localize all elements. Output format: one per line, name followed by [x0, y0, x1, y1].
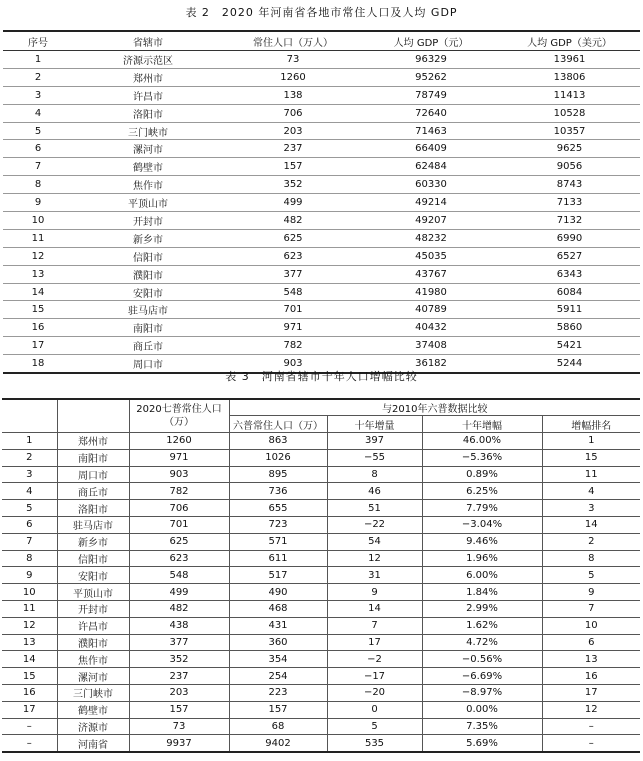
population-2020-cell: 482 [129, 600, 229, 617]
index-cell: – [2, 718, 57, 735]
growth-rank-cell: 5 [542, 567, 640, 584]
table-row [3, 176, 640, 194]
index-cell: 9 [3, 194, 73, 212]
column-header-growth-rate: 十年增幅 [422, 416, 542, 433]
population-2020-cell: 73 [129, 718, 229, 735]
growth-rank-cell: 7 [542, 600, 640, 617]
index-cell: 15 [3, 301, 73, 319]
table-row [3, 265, 640, 283]
table-row [2, 466, 640, 483]
gdp-yuan-cell: 66409 [363, 140, 499, 158]
population-2020-cell: 706 [129, 500, 229, 517]
population-cell: 377 [223, 265, 363, 283]
growth-rank-cell: 11 [542, 466, 640, 483]
population-2020-cell: 9937 [129, 735, 229, 752]
gdp-usd-cell: 5244 [556, 358, 583, 370]
table-row [2, 718, 640, 735]
table-row [2, 567, 640, 584]
population-2010-cell: 157 [229, 701, 327, 718]
table-row [2, 433, 640, 450]
column-header-gdp-yuan: 人均 GDP（元） [363, 31, 499, 51]
index-cell: 2 [2, 449, 57, 466]
increase-cell: −17 [327, 668, 422, 685]
index-cell: 10 [2, 584, 57, 601]
city-cell: 信阳市 [57, 550, 129, 567]
city-cell: 开封市 [73, 212, 223, 230]
column-header-city [57, 399, 129, 433]
index-cell: 14 [3, 283, 73, 301]
increase-cell: 12 [327, 550, 422, 567]
index-cell: 3 [2, 466, 57, 483]
growth-rank-cell: – [542, 735, 640, 752]
gdp-yuan-cell: 43767 [363, 265, 499, 283]
growth-rate-cell: −3.04% [422, 516, 542, 533]
gdp-usd-cell: 13806 [499, 68, 640, 86]
city-cell: 三门峡市 [73, 122, 223, 140]
gdp-usd-cell: 6527 [499, 247, 640, 265]
city-cell: 平顶山市 [57, 584, 129, 601]
city-cell: 驻马店市 [57, 516, 129, 533]
population-2010-cell: 736 [229, 483, 327, 500]
growth-rate-cell: 1.96% [422, 550, 542, 567]
population-cell: 482 [223, 212, 363, 230]
table-row [2, 684, 640, 701]
growth-rate-cell: 0.89% [422, 466, 542, 483]
index-cell: 6 [2, 516, 57, 533]
index-cell: 3 [3, 86, 73, 104]
population-2020-cell: 625 [129, 533, 229, 550]
table-row [3, 158, 640, 176]
growth-rate-cell: 1.62% [422, 617, 542, 634]
growth-rate-cell: 9.46% [422, 533, 542, 550]
population-2020-cell: 782 [129, 483, 229, 500]
gdp-usd-cell: 6343 [499, 265, 640, 283]
gdp-usd-cell: 5911 [499, 301, 640, 319]
population-2010-cell: 517 [229, 567, 327, 584]
table-2-caption: 表 2 2020 年河南省各地市常住人口及人均 GDP [185, 6, 458, 19]
population-cell: 971 [223, 319, 363, 337]
population-cell: 138 [223, 86, 363, 104]
growth-rank-cell: 6 [542, 634, 640, 651]
city-cell: 济源市 [57, 718, 129, 735]
index-cell: 17 [2, 701, 57, 718]
growth-rate-cell: 7.35% [422, 718, 542, 735]
table-3-body [2, 433, 640, 753]
city-cell: 河南省 [57, 735, 129, 752]
growth-rate-cell: −8.97% [422, 684, 542, 701]
gdp-yuan-cell: 41980 [363, 283, 499, 301]
table-row [2, 617, 640, 634]
city-cell: 商丘市 [57, 483, 129, 500]
population-2020-cell: 1260 [129, 433, 229, 450]
population-2020-cell: 623 [129, 550, 229, 567]
gdp-yuan-cell: 62484 [363, 158, 499, 176]
index-cell: 7 [3, 158, 73, 176]
gdp-yuan-cell: 72640 [363, 104, 499, 122]
increase-cell: 17 [327, 634, 422, 651]
city-cell: 平顶山市 [73, 194, 223, 212]
growth-rate-cell: 4.72% [422, 634, 542, 651]
table-row [2, 634, 640, 651]
population-2010-cell: 254 [229, 668, 327, 685]
gdp-yuan-cell: 45035 [363, 247, 499, 265]
growth-rate-cell: 1.84% [422, 584, 542, 601]
growth-rate-cell: 2.99% [422, 600, 542, 617]
increase-cell: 31 [327, 567, 422, 584]
table-row [3, 104, 640, 122]
growth-rank-cell: 17 [542, 684, 640, 701]
gdp-usd-cell: 13961 [499, 51, 640, 69]
growth-rank-cell: 15 [542, 449, 640, 466]
population-2010-cell: 571 [229, 533, 327, 550]
increase-cell: 14 [327, 600, 422, 617]
population-2020-cell: 203 [129, 684, 229, 701]
gdp-usd-cell: 5421 [499, 337, 640, 355]
column-header-city: 省辖市 [73, 31, 223, 51]
city-cell: 郑州市 [57, 433, 129, 450]
population-2010-cell: 611 [229, 550, 327, 567]
index-cell: 11 [3, 229, 73, 247]
table-row [3, 247, 640, 265]
city-cell: 许昌市 [73, 86, 223, 104]
growth-rate-cell: 5.69% [422, 735, 542, 752]
gdp-yuan-cell: 40432 [363, 319, 499, 337]
city-cell: 许昌市 [57, 617, 129, 634]
population-2020-cell: 352 [129, 651, 229, 668]
increase-cell: 9 [327, 584, 422, 601]
column-header-index: 序号 [3, 31, 73, 51]
city-cell: 新乡市 [73, 229, 223, 247]
city-cell: 新乡市 [57, 533, 129, 550]
column-header-increase: 十年增量 [327, 416, 422, 433]
city-cell: 周口市 [57, 466, 129, 483]
table-row [2, 735, 640, 752]
growth-rank-cell: 10 [542, 617, 640, 634]
population-2010-cell: 9402 [229, 735, 327, 752]
growth-rank-cell: 9 [542, 584, 640, 601]
index-cell: 8 [3, 176, 73, 194]
table-row [2, 668, 640, 685]
city-cell: 鹤壁市 [57, 701, 129, 718]
growth-rank-cell: – [542, 718, 640, 735]
population-2020-cell: 499 [129, 584, 229, 601]
growth-rank-cell: 4 [542, 483, 640, 500]
table-row [2, 550, 640, 567]
column-header-population: 常住人口（万人） [223, 31, 363, 51]
gdp-usd-cell: 8743 [499, 176, 640, 194]
index-cell: 6 [3, 140, 73, 158]
population-2010-cell: 223 [229, 684, 327, 701]
table-row [3, 122, 640, 140]
growth-rate-cell: 7.79% [422, 500, 542, 517]
population-2010-cell: 431 [229, 617, 327, 634]
index-cell: 7 [2, 533, 57, 550]
table-3 [2, 398, 640, 753]
index-cell: 15 [2, 668, 57, 685]
city-cell: 开封市 [57, 600, 129, 617]
population-2020-cell: 237 [129, 668, 229, 685]
increase-cell: −20 [327, 684, 422, 701]
city-cell: 漯河市 [57, 668, 129, 685]
column-group-header-2010: 与2010年六普数据比较 [229, 399, 640, 416]
population-cell: 782 [223, 337, 363, 355]
population-2010-cell: 863 [229, 433, 327, 450]
city-cell: 三门峡市 [57, 684, 129, 701]
table-3-caption: 表 3 河南省辖市十年人口增幅比较 [225, 370, 418, 383]
index-cell: 5 [3, 122, 73, 140]
city-cell: 周口市 [133, 360, 163, 372]
city-cell: 洛阳市 [57, 500, 129, 517]
increase-cell: 7 [327, 617, 422, 634]
index-cell: 12 [2, 617, 57, 634]
table-row [2, 584, 640, 601]
growth-rank-cell: 3 [542, 500, 640, 517]
population-cell: 157 [223, 158, 363, 176]
increase-cell: 46 [327, 483, 422, 500]
table-row [2, 449, 640, 466]
table-row [3, 319, 640, 337]
index-cell: 1 [3, 51, 73, 69]
index-cell: 11 [2, 600, 57, 617]
table-row [3, 194, 640, 212]
growth-rank-cell: 14 [542, 516, 640, 533]
increase-cell: 54 [327, 533, 422, 550]
city-cell: 南阳市 [73, 319, 223, 337]
gdp-usd-cell: 6990 [499, 229, 640, 247]
gdp-yuan-cell: 37408 [363, 337, 499, 355]
population-2020-cell: 903 [129, 466, 229, 483]
city-cell: 漯河市 [73, 140, 223, 158]
table-row [2, 516, 640, 533]
population-2020-cell: 701 [129, 516, 229, 533]
table-row [3, 301, 640, 319]
gdp-yuan-cell: 49214 [363, 194, 499, 212]
population-2020-cell: 438 [129, 617, 229, 634]
gdp-yuan-cell: 48232 [363, 229, 499, 247]
population-2010-cell: 895 [229, 466, 327, 483]
table-row [2, 533, 640, 550]
table-row [3, 86, 640, 104]
growth-rank-cell: 12 [542, 701, 640, 718]
increase-cell: 8 [327, 466, 422, 483]
population-2010-cell: 490 [229, 584, 327, 601]
population-cell: 237 [223, 140, 363, 158]
population-cell: 623 [223, 247, 363, 265]
city-cell: 郑州市 [73, 68, 223, 86]
city-cell: 信阳市 [73, 247, 223, 265]
population-cell: 499 [223, 194, 363, 212]
growth-rank-cell: 8 [542, 550, 640, 567]
index-cell: 13 [2, 634, 57, 651]
population-cell: 352 [223, 176, 363, 194]
table-2-header-row [3, 31, 640, 51]
increase-cell: 51 [327, 500, 422, 517]
population-2010-cell: 655 [229, 500, 327, 517]
table-2 [3, 30, 640, 374]
city-cell: 洛阳市 [73, 104, 223, 122]
gdp-usd-cell: 9625 [499, 140, 640, 158]
gdp-yuan-cell: 95262 [363, 68, 499, 86]
table-row [3, 51, 640, 69]
population-2010-cell: 360 [229, 634, 327, 651]
index-cell: 17 [3, 337, 73, 355]
gdp-usd-cell: 5860 [499, 319, 640, 337]
increase-cell: 0 [327, 701, 422, 718]
population-cell: 73 [223, 51, 363, 69]
index-cell: 9 [2, 567, 57, 584]
table-3-header-row [2, 399, 640, 416]
growth-rank-cell: 13 [542, 651, 640, 668]
gdp-usd-cell: 10528 [499, 104, 640, 122]
table-row [2, 651, 640, 668]
city-cell: 南阳市 [57, 449, 129, 466]
population-2020-cell: 548 [129, 567, 229, 584]
table-2-body [3, 51, 640, 374]
city-cell: 安阳市 [57, 567, 129, 584]
index-cell: 16 [2, 684, 57, 701]
growth-rate-cell: −5.36% [422, 449, 542, 466]
index-cell: 5 [2, 500, 57, 517]
growth-rank-cell: 1 [542, 433, 640, 450]
index-cell: 4 [3, 104, 73, 122]
gdp-yuan-cell: 40789 [363, 301, 499, 319]
city-cell: 濮阳市 [57, 634, 129, 651]
increase-cell: −2 [327, 651, 422, 668]
column-header-growth-rank: 增幅排名 [542, 416, 640, 433]
growth-rate-cell: 0.00% [422, 701, 542, 718]
table-row [3, 212, 640, 230]
gdp-usd-cell: 11413 [499, 86, 640, 104]
column-header-population-2020: 2020七普常住人口（万） [129, 399, 229, 433]
city-cell: 焦作市 [73, 176, 223, 194]
growth-rate-cell: −6.69% [422, 668, 542, 685]
index-cell: 2 [3, 68, 73, 86]
city-cell: 驻马店市 [73, 301, 223, 319]
index-cell: 18 [31, 358, 45, 370]
population-2010-cell: 354 [229, 651, 327, 668]
city-cell: 焦作市 [57, 651, 129, 668]
increase-cell: −55 [327, 449, 422, 466]
table-row [3, 140, 640, 158]
population-2010-cell: 723 [229, 516, 327, 533]
increase-cell: −22 [327, 516, 422, 533]
column-header-index [2, 399, 57, 433]
index-cell: 1 [2, 433, 57, 450]
population-2010-cell: 468 [229, 600, 327, 617]
increase-cell: 397 [327, 433, 422, 450]
gdp-yuan-cell: 49207 [363, 212, 499, 230]
gdp-usd-cell: 7132 [499, 212, 640, 230]
index-cell: 12 [3, 247, 73, 265]
population-cell: 625 [223, 229, 363, 247]
gdp-usd-cell: 9056 [499, 158, 640, 176]
growth-rate-cell: 46.00% [422, 433, 542, 450]
city-cell: 济源示范区 [73, 51, 223, 69]
table-row [2, 500, 640, 517]
table-row [2, 701, 640, 718]
increase-cell: 535 [327, 735, 422, 752]
growth-rate-cell: 6.00% [422, 567, 542, 584]
table-row [3, 283, 640, 301]
table-row [2, 600, 640, 617]
population-2020-cell: 377 [129, 634, 229, 651]
index-cell: 10 [3, 212, 73, 230]
table-row [2, 483, 640, 500]
index-cell: – [2, 735, 57, 752]
column-header-gdp-usd: 人均 GDP（美元） [499, 31, 640, 51]
gdp-yuan-cell: 60330 [363, 176, 499, 194]
column-header-population-2010: 六普常住人口（万） [229, 416, 327, 433]
population-cell: 203 [223, 122, 363, 140]
growth-rank-cell: 2 [542, 533, 640, 550]
gdp-yuan-cell: 78749 [363, 86, 499, 104]
population-cell: 1260 [223, 68, 363, 86]
index-cell: 14 [2, 651, 57, 668]
population-2010-cell: 1026 [229, 449, 327, 466]
index-cell: 8 [2, 550, 57, 567]
population-2020-cell: 971 [129, 449, 229, 466]
growth-rank-cell: 16 [542, 668, 640, 685]
growth-rate-cell: −0.56% [422, 651, 542, 668]
population-cell: 701 [223, 301, 363, 319]
city-cell: 鹤壁市 [73, 158, 223, 176]
table-row [3, 229, 640, 247]
population-cell: 706 [223, 104, 363, 122]
gdp-usd-cell: 7133 [499, 194, 640, 212]
increase-cell: 5 [327, 718, 422, 735]
index-cell: 13 [3, 265, 73, 283]
growth-rate-cell: 6.25% [422, 483, 542, 500]
table-row [3, 337, 640, 355]
table-row [3, 68, 640, 86]
index-cell: 4 [2, 483, 57, 500]
population-2020-cell: 157 [129, 701, 229, 718]
gdp-yuan-cell: 36182 [415, 358, 447, 370]
population-cell: 903 [283, 358, 303, 370]
gdp-yuan-cell: 96329 [363, 51, 499, 69]
gdp-usd-cell: 6084 [499, 283, 640, 301]
index-cell: 16 [3, 319, 73, 337]
gdp-yuan-cell: 71463 [363, 122, 499, 140]
population-2010-cell: 68 [229, 718, 327, 735]
population-cell: 548 [223, 283, 363, 301]
city-cell: 濮阳市 [73, 265, 223, 283]
gdp-usd-cell: 10357 [499, 122, 640, 140]
city-cell: 安阳市 [73, 283, 223, 301]
city-cell: 商丘市 [73, 337, 223, 355]
